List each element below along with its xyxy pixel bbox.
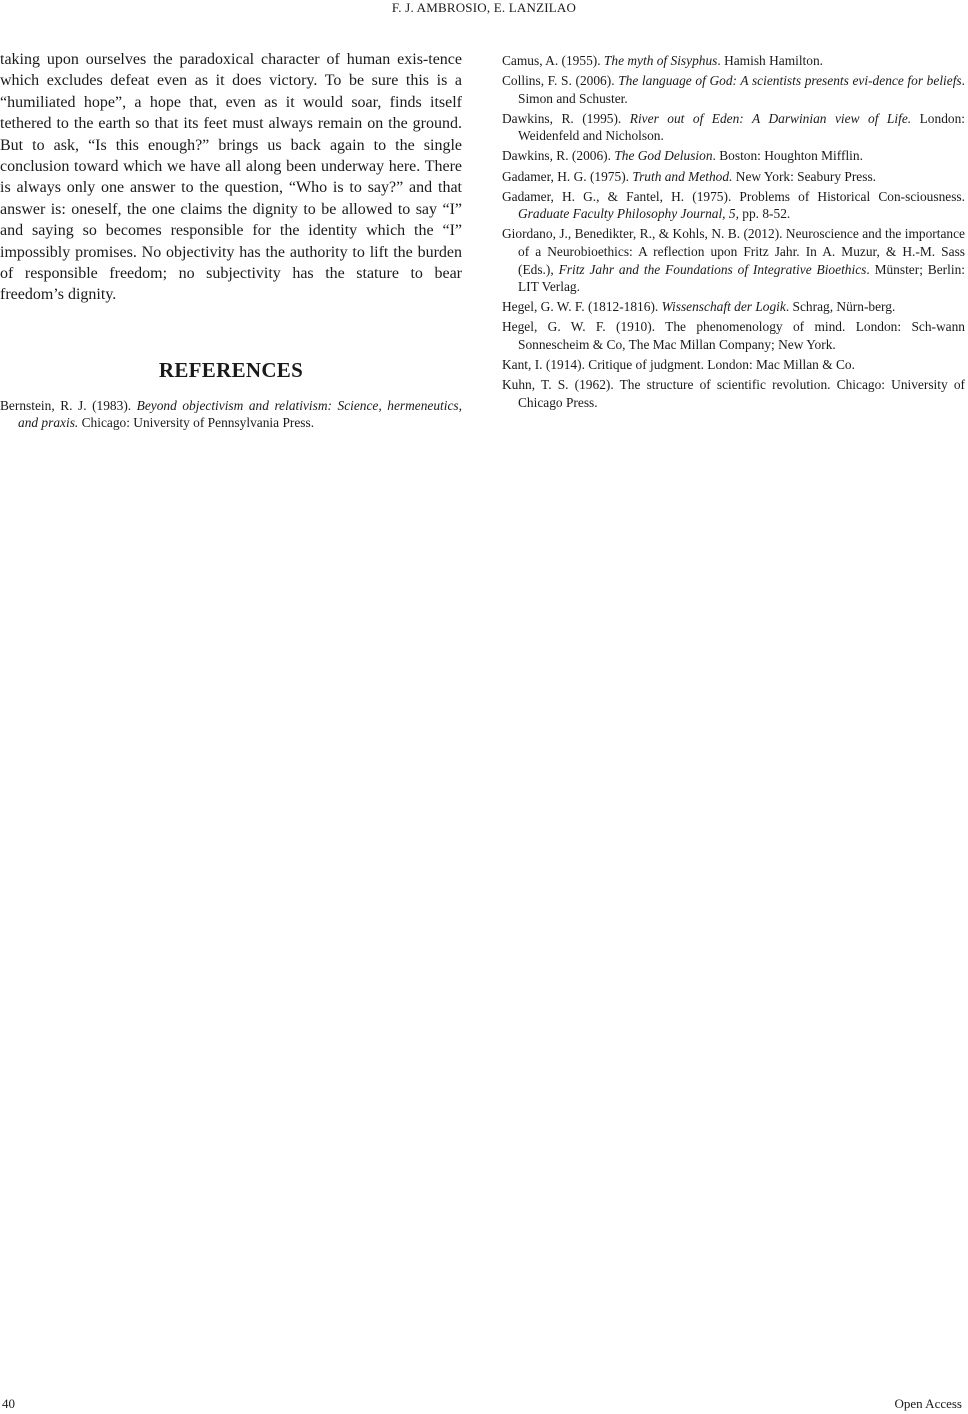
reference-entry bbox=[502, 376, 965, 411]
reference-text: London: Weidenfeld and Nicholson. bbox=[518, 110, 965, 144]
reference-entry bbox=[0, 397, 462, 432]
references-heading: REFERENCES bbox=[158, 357, 304, 382]
reference-title: Wissenschaft der Logik bbox=[661, 299, 786, 315]
reference-text: Camus, A. (1955). bbox=[502, 53, 604, 68]
reference-title: The myth of Sisyphus bbox=[603, 53, 718, 68]
reference-text: . Hamish Hamilton. bbox=[717, 53, 824, 68]
reference-entry bbox=[502, 72, 965, 107]
reference-title: The language of God: A scientists presents evi-dence for beliefs bbox=[618, 73, 962, 89]
reference-text: Collins, F. S. (2006). bbox=[502, 73, 619, 89]
references-list-right bbox=[502, 52, 965, 411]
reference-entry bbox=[502, 168, 965, 186]
reference-entry bbox=[502, 52, 965, 70]
reference-title: River out of Eden: A Darwinian view of Life. bbox=[629, 110, 912, 126]
reference-title: Truth and Method. bbox=[632, 168, 733, 184]
reference-entry bbox=[502, 188, 965, 223]
reference-entry bbox=[502, 356, 965, 374]
right-column bbox=[502, 52, 965, 414]
reference-text: Kuhn, T. S. (1962). The structure of scientific revolution. Chicago: University of Chicago Press. bbox=[502, 377, 965, 410]
reference-title: Beyond objectivism and relativism: Science, hermeneutics, and praxis. bbox=[18, 397, 462, 431]
reference-text: Bernstein, R. J. (1983). bbox=[0, 397, 137, 413]
reference-text: Giordano, J., Benedikter, R., & Kohls, N. B. (2012). Neuroscience and the importance of a Neurobioethics: A reflection upon Fritz Jahr. In A. Muzur, & H.-M. Sass (Eds.), bbox=[502, 226, 965, 277]
reference-text: . Simon and Schuster. bbox=[518, 73, 965, 106]
reference-text: New York: Seabury Press. bbox=[732, 168, 877, 184]
reference-entry bbox=[502, 110, 965, 145]
running-head: F. J. AMBROSIO, E. LANZILAO bbox=[391, 0, 577, 15]
reference-text: Chicago: University of Pennsylvania Press. bbox=[78, 415, 315, 431]
reference-text: Hegel, G. W. F. (1910). The phenomenology of mind. London: Sch-wann Sonnescheim & Co, The Mac Millan Company; New York. bbox=[502, 319, 965, 352]
reference-title: The God Delusion bbox=[614, 148, 713, 164]
body-paragraph: taking upon ourselves the paradoxical character of human exis-tence which excludes defeat even as it does victory. To be sure this is a “humiliated hope”, a hope that, even as it would soar, finds itself tethered to the earth so that its feet must always remain on the ground. But to ask, “Is this enough?” brings us back again to the single conclusion toward which we have all along been underway here. There is always only one answer to the question, “Who is to say?” and that answer is: oneself, the one claims the dignity to be allowed to say “I” and saying so becomes responsible for the identity which the “I” impossibly promises. No objectivity has the authority to lift the burden of responsible freedom; no subjectivity has the stature to bear freedom’s dignity. bbox=[0, 51, 462, 304]
reference-text: Dawkins, R. (2006). bbox=[502, 148, 615, 164]
references-list-left bbox=[0, 397, 462, 432]
reference-text: pp. 8-52. bbox=[738, 206, 791, 222]
reference-text: . Schrag, Nürn-berg. bbox=[785, 299, 896, 315]
reference-text: . Münster; Berlin: LIT Verlag. bbox=[518, 261, 965, 295]
publisher-label: Open Access bbox=[894, 1396, 962, 1411]
reference-title: Fritz Jahr and the Foundations of Integrative Bioethics bbox=[558, 261, 867, 277]
left-column bbox=[0, 49, 462, 435]
reference-text: Dawkins, R. (1995). bbox=[502, 110, 630, 126]
reference-text: Gadamer, H. G. (1975). bbox=[502, 168, 633, 184]
page-number: 40 bbox=[2, 1396, 15, 1411]
reference-text: Hegel, G. W. F. (1812-1816). bbox=[502, 299, 662, 315]
reference-entry bbox=[502, 298, 965, 316]
reference-text: Kant, I. (1914). Critique of judgment. London: Mac Millan & Co. bbox=[502, 357, 855, 372]
reference-entry bbox=[502, 147, 965, 165]
reference-text: . Boston: Houghton Mifflin. bbox=[712, 148, 863, 164]
reference-title: Graduate Faculty Philosophy Journal, 5, bbox=[518, 206, 739, 222]
reference-entry bbox=[502, 318, 965, 353]
reference-entry bbox=[502, 225, 965, 295]
reference-text: Gadamer, H. G., & Fantel, H. (1975). Problems of Historical Con-sciousness. bbox=[502, 188, 965, 204]
